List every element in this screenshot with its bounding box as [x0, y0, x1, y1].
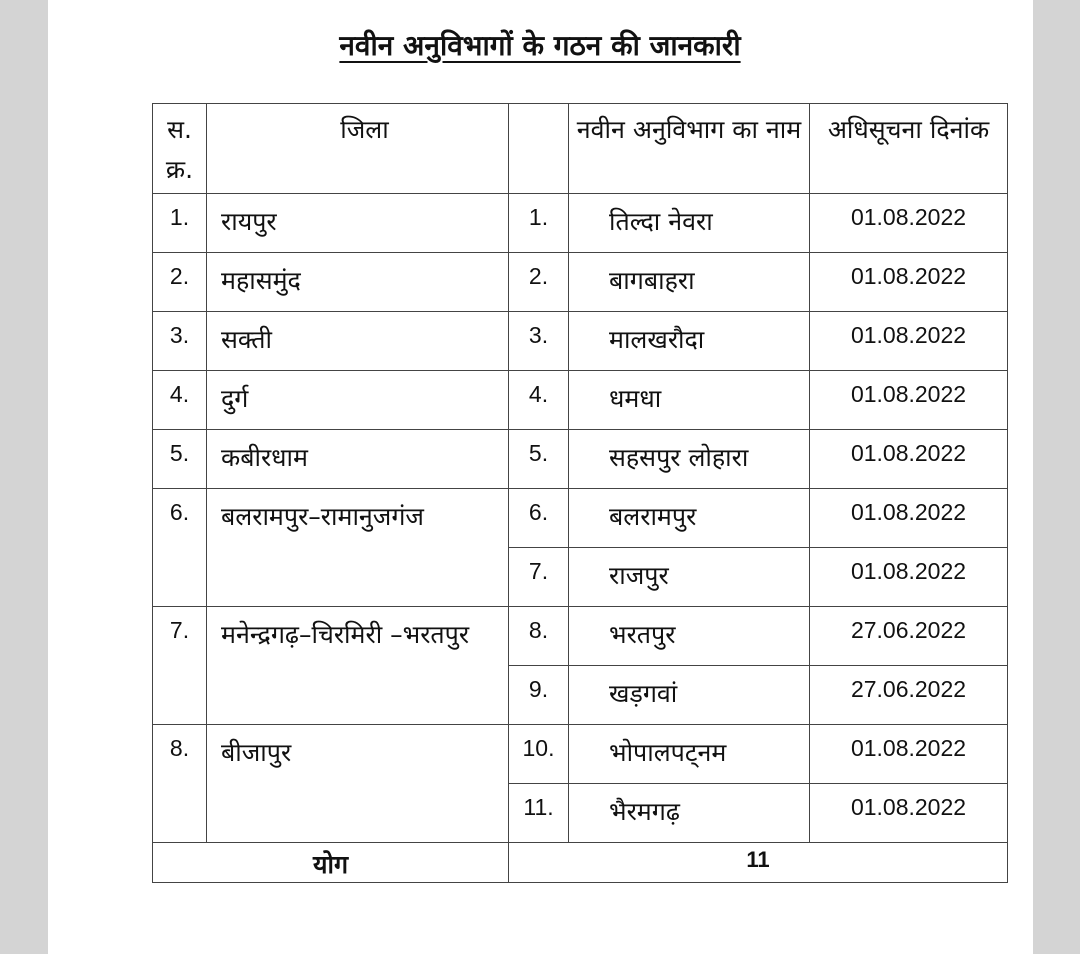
header-blank: [509, 104, 569, 194]
table-row: [153, 253, 1008, 312]
row-number: 7.: [509, 548, 569, 607]
row-subdivision: धमधा: [569, 371, 810, 430]
row-district: दुर्ग: [207, 371, 509, 430]
row-number: 4.: [509, 371, 569, 430]
row-number: 6.: [509, 489, 569, 548]
table-row: [153, 371, 1008, 430]
row-number: 2.: [509, 253, 569, 312]
header-sno: स. क्र.: [153, 104, 207, 194]
row-subdivision: बलरामपुर: [569, 489, 810, 548]
row-sno: 2.: [153, 253, 207, 312]
row-district: मनेन्द्रगढ़–चिरमिरी –भरतपुर: [207, 607, 509, 725]
table-row: [153, 607, 1008, 666]
page-title: नवीन अनुविभागों के गठन की जानकारी: [339, 29, 741, 62]
row-sno: 4.: [153, 371, 207, 430]
row-subdivision: बागबाहरा: [569, 253, 810, 312]
row-number: 8.: [509, 607, 569, 666]
row-date: 01.08.2022: [810, 430, 1008, 489]
row-date: 01.08.2022: [810, 784, 1008, 843]
row-sno: 5.: [153, 430, 207, 489]
row-sno: 7.: [153, 607, 207, 725]
row-number: 5.: [509, 430, 569, 489]
row-subdivision: सहसपुर लोहारा: [569, 430, 810, 489]
row-district: सक्ती: [207, 312, 509, 371]
row-date: 27.06.2022: [810, 666, 1008, 725]
row-district: कबीरधाम: [207, 430, 509, 489]
row-district: रायपुर: [207, 194, 509, 253]
row-sno: 6.: [153, 489, 207, 607]
table-row: [153, 430, 1008, 489]
row-date: 01.08.2022: [810, 371, 1008, 430]
header-district: जिला: [207, 104, 509, 194]
table-row: [153, 725, 1008, 784]
total-label: योग: [153, 843, 509, 883]
row-subdivision: भरतपुर: [569, 607, 810, 666]
row-date: 01.08.2022: [810, 548, 1008, 607]
row-date: 27.06.2022: [810, 607, 1008, 666]
row-subdivision: खड़गवां: [569, 666, 810, 725]
row-number: 3.: [509, 312, 569, 371]
row-sno: 8.: [153, 725, 207, 843]
total-value: 11: [509, 843, 1008, 883]
header-subdivision: नवीन अनुविभाग का नाम: [569, 104, 810, 194]
total-row: [153, 843, 1008, 883]
row-date: 01.08.2022: [810, 253, 1008, 312]
table-row: [153, 312, 1008, 371]
table-header-row: [153, 104, 1008, 194]
row-district: बीजापुर: [207, 725, 509, 843]
row-subdivision: मालखरौदा: [569, 312, 810, 371]
row-date: 01.08.2022: [810, 312, 1008, 371]
row-subdivision: भैरमगढ़: [569, 784, 810, 843]
row-sno: 3.: [153, 312, 207, 371]
row-date: 01.08.2022: [810, 725, 1008, 784]
subdivision-table: [152, 103, 1008, 883]
row-number: 9.: [509, 666, 569, 725]
row-subdivision: तिल्दा नेवरा: [569, 194, 810, 253]
table-row: [153, 489, 1008, 548]
row-subdivision: राजपुर: [569, 548, 810, 607]
row-district: बलरामपुर–रामानुजगंज: [207, 489, 509, 607]
table-row: [153, 194, 1008, 253]
row-district: महासमुंद: [207, 253, 509, 312]
row-date: 01.08.2022: [810, 489, 1008, 548]
row-sno: 1.: [153, 194, 207, 253]
row-date: 01.08.2022: [810, 194, 1008, 253]
row-number: 10.: [509, 725, 569, 784]
row-number: 1.: [509, 194, 569, 253]
row-number: 11.: [509, 784, 569, 843]
header-date: अधिसूचना दिनांक: [810, 104, 1008, 194]
row-subdivision: भोपालपट्नम: [569, 725, 810, 784]
